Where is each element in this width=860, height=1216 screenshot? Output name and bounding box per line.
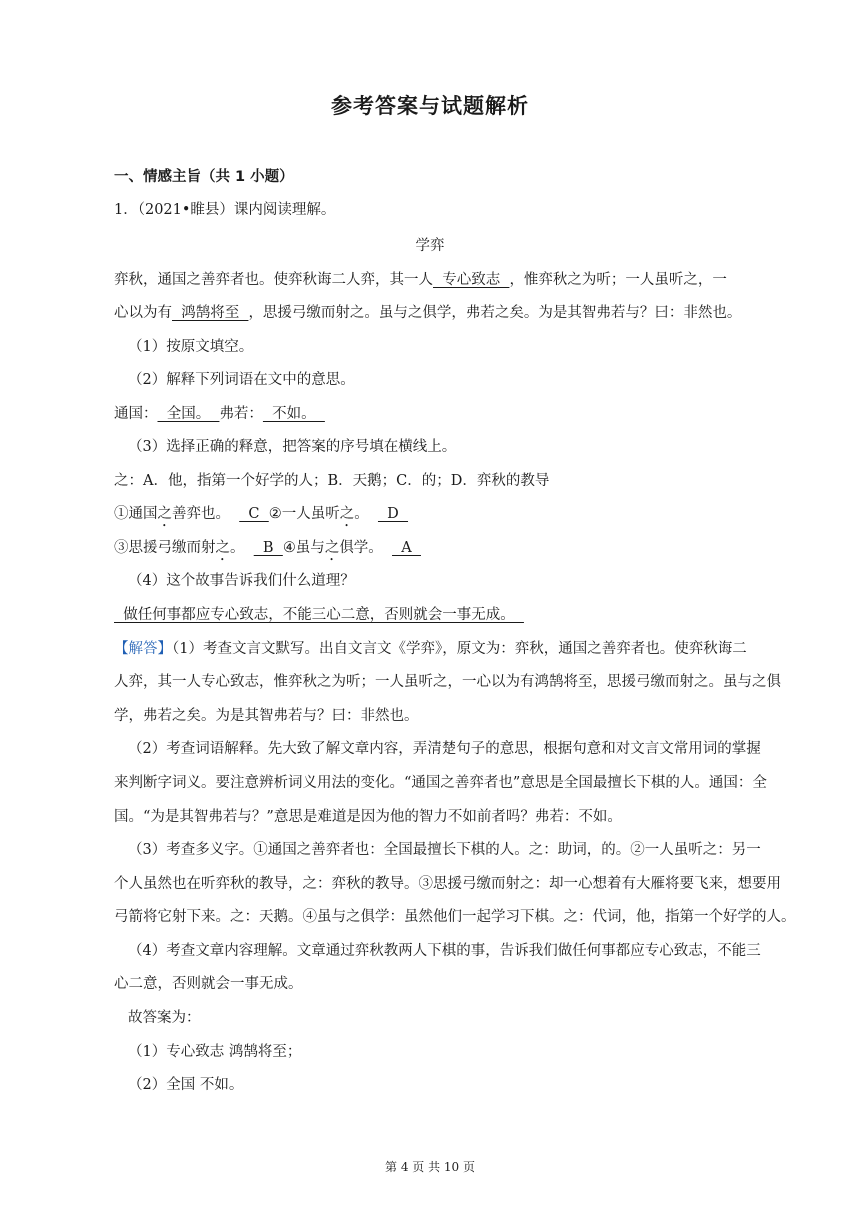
passage-title: 学弈 <box>415 238 445 254</box>
sentence-text: ④虽与 <box>282 540 325 556</box>
subquestion-3: （3）选择正确的释意，把答案的序号填在横线上。 <box>128 439 457 455</box>
answer-blank-tongguo: 全国。 <box>157 406 220 422</box>
emphasized-char: 之 <box>324 540 340 556</box>
solution-tag: 【解答】 <box>114 641 172 657</box>
subquestion-4: （4）这个故事告诉我们什么道理？ <box>128 573 355 589</box>
term-label: 通国： <box>114 406 158 422</box>
subquestion-2-answers <box>114 403 774 425</box>
emphasized-char: 之 <box>157 506 172 522</box>
answer-blank-b: B <box>253 540 283 556</box>
subquestion-3-row-2 <box>114 537 774 564</box>
solution-1-line-2: 人弈，其一人专心致志，惟弈秋之为听；一人虽听之，一心以为有鸿鹄将至，思援弓缴而射之。虽与之俱 <box>114 674 781 690</box>
passage-line-1 <box>114 269 774 291</box>
sentence-text: 俱学。 <box>339 540 383 556</box>
subquestion-3-row-1 <box>114 503 774 530</box>
passage-line-2 <box>114 302 774 324</box>
solution-1-line-3: 学，弗若之矣。为是其智弗若与？曰：非然也。 <box>114 708 419 724</box>
solution-2-line-2: 来判断字词义。要注意辨析词义用法的变化。“通国之善弈者也”意思是全国最擅长下棋的人。通国：全 <box>114 775 767 791</box>
sentence-text: ②一人虽听 <box>268 506 340 522</box>
sentence-text: 善弈也。 <box>172 506 230 522</box>
solution-4-line-1: （4）考查文章内容理解。文章通过弈秋教两人下棋的事，告诉我们做任何事都应专心致志，不能三 <box>128 943 761 959</box>
solution-2-line-1: （2）考查词语解释。先大致了解文章内容，弄清楚句子的意思，根据句意和对文言文常用词的掌握 <box>128 741 761 757</box>
subquestion-4-answer <box>114 604 774 626</box>
sentence-text: ①通国 <box>114 506 158 522</box>
solution-3-line-1: （3）考查多义字。①通国之善弈者也：全国最擅长下棋的人。之：助词，的。②一人虽听之：另一 <box>128 842 761 858</box>
term-label: 弗若： <box>219 406 263 422</box>
question-header: 1．（2021•睢县）课内阅读理解。 <box>114 202 336 218</box>
solution-3-line-2: 个人虽然也在听弈秋的教导，之：弈秋的教导。③思援弓缴而射之：却一心想着有大雁将要飞来，想要用 <box>114 876 781 892</box>
subquestion-2: （2）解释下列词语在文中的意思。 <box>128 372 355 388</box>
answer-intro: 故答案为： <box>128 1010 201 1026</box>
answer-blank-1: 专心致志 <box>433 272 510 288</box>
section-heading: 一、情感主旨（共 1 小题） <box>114 169 294 185</box>
subquestion-3-options: 之：A．他，指第一个好学的人；B．天鹅；C．的；D．弈秋的教导 <box>114 473 550 489</box>
answer-blank-moral: 做任何事都应专心致志，不能三心二意，否则就会一事无成。 <box>114 607 524 623</box>
sentence-text: 。 <box>230 540 245 556</box>
passage-text: 心以为有 <box>114 305 172 321</box>
solution-3-line-3: 弓箭将它射下来。之：天鹅。④虽与之俱学：虽然他们一起学习下棋。之：代词，他，指第一个好学的人。 <box>114 909 796 925</box>
final-answer-1: （1）专心致志 鸿鹄将至； <box>128 1044 302 1060</box>
subquestion-1: （1）按原文填空。 <box>128 339 254 355</box>
page-footer: 第 4 页 共 10 页 <box>385 1160 475 1174</box>
solution-1-line-1 <box>114 638 774 660</box>
sentence-text: ③思援弓缴而射 <box>114 540 216 556</box>
answer-blank-fuoruo: 不如。 <box>262 406 325 422</box>
passage-text: ，惟弈秋之为听；一人虽听之，一 <box>509 272 727 288</box>
solution-text: （1）考查文言文默写。出自文言文《学弈》，原文为：弈秋，通国之善弈者也。使弈秋诲二 <box>172 641 747 657</box>
answer-blank-c: C <box>239 506 269 522</box>
answer-blank-a: A <box>392 540 421 556</box>
emphasized-char: 之 <box>339 506 355 522</box>
final-answer-2: （2）全国 不如。 <box>128 1077 244 1093</box>
emphasized-char: 之 <box>215 540 230 556</box>
passage-text: 弈秋，通国之善弈者也。使弈秋诲二人弈，其一人 <box>114 272 433 288</box>
page-title: 参考答案与试题解析 <box>331 94 529 118</box>
passage-text: ，思援弓缴而射之。虽与之俱学，弗若之矣。为是其智弗若与？曰：非然也。 <box>248 305 742 321</box>
sentence-text: 。 <box>354 506 369 522</box>
solution-2-line-3: 国。“为是其智弗若与？”意思是难道是因为他的智力不如前者吗？弗若：不如。 <box>114 809 622 825</box>
answer-blank-2: 鸿鹄将至 <box>172 305 249 321</box>
answer-blank-d: D <box>377 506 409 522</box>
solution-4-line-2: 心二意，否则就会一事无成。 <box>114 976 303 992</box>
